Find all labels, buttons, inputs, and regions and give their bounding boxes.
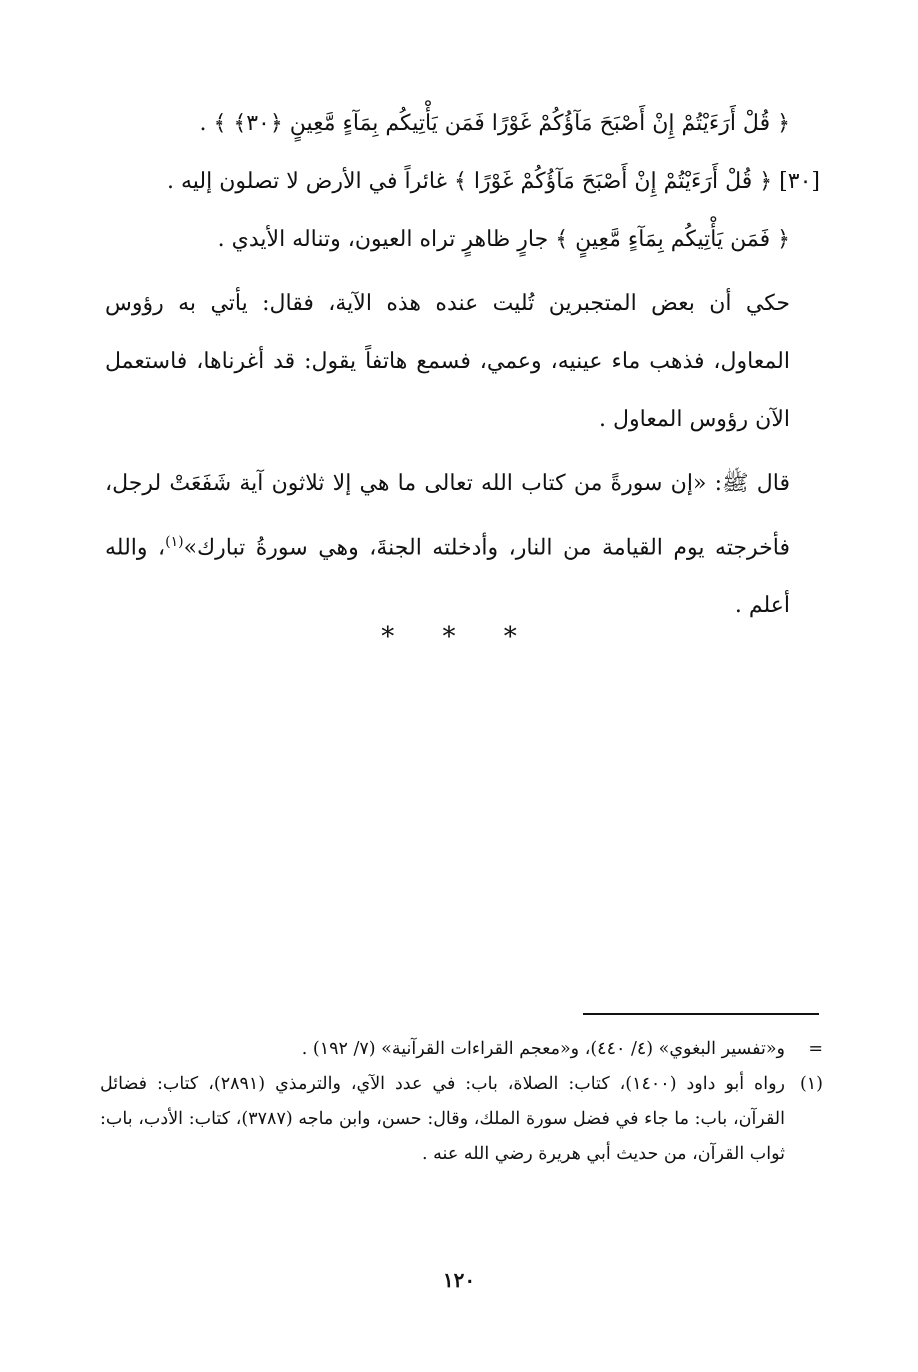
hadith-paragraph xyxy=(105,455,790,635)
verse-commentary-continued: ﴿ فَمَن يَأْتِيكُم بِمَآءٍ مَّعِينٍ ﴾ جارٍ ظاهرٍ تراه العيون، وتناله الأيدي . xyxy=(217,227,790,252)
footnote-text: و«تفسير البغوي» (٤/ ٤٤٠)، و«معجم القراءات القرآنية» (٧/ ١٩٢) . xyxy=(301,1039,785,1059)
footnote-divider xyxy=(583,1013,819,1015)
hadith-text: قال ﷺ: «إن سورةً من كتاب الله تعالى ما هي إلا ثلاثون آية شَفَعَتْ لرجل، فأخرجته يوم القيامة من النار، وأدخلته الجنةَ، وهي سورةُ تبارك» xyxy=(105,471,790,561)
footnote-marker: = xyxy=(808,1039,823,1059)
main-text xyxy=(105,95,820,635)
page-number: ١٢٠ xyxy=(442,1268,476,1292)
footnotes xyxy=(100,1032,823,1172)
footnote-reference: (١) xyxy=(165,534,184,550)
verse-commentary-30: [٣٠] ﴿ قُلْ أَرَءَيْتُمْ إِنْ أَصْبَحَ مَآؤُكُمْ غَوْرًا ﴾ غائراً في الأرض لا تصلون إليه . xyxy=(166,169,820,194)
footnote-item xyxy=(100,1067,823,1172)
footnote-marker: (١) xyxy=(799,1074,823,1094)
hadith-closing: ، والله أعلم . xyxy=(105,535,790,619)
anecdote-paragraph: حكي أن بعض المتجبرين تُليت عنده هذه الآية، فقال: يأتي به رؤوس المعاول، فذهب ماء عينيه، وعمي، فسمع هاتفاً يقول: قد أغرناها، فاستعمل الآن رؤوس المعاول . xyxy=(105,291,790,432)
section-separator: * * * xyxy=(381,622,537,652)
footnote-item xyxy=(100,1032,823,1067)
quran-verse: ﴿ قُلْ أَرَءَيْتُمْ إِنْ أَصْبَحَ مَآؤُكُمْ غَوْرًا فَمَن يَأْتِيكُم بِمَآءٍ مَّعِينٍ ﴿٣٠﴾ ﴾ . xyxy=(199,111,790,136)
footnote-text: رواه أبو داود (١٤٠٠)، كتاب: الصلاة، باب: في عدد الآي، والترمذي (٢٨٩١)، كتاب: فضائل القرآن، باب: ما جاء في فضل سورة الملك، وقال: حسن، وابن ماجه (٣٧٨٧)، كتاب: الأدب، باب: ثواب القرآن، من حديث أبي هريرة رضي الله عنه . xyxy=(100,1074,786,1164)
